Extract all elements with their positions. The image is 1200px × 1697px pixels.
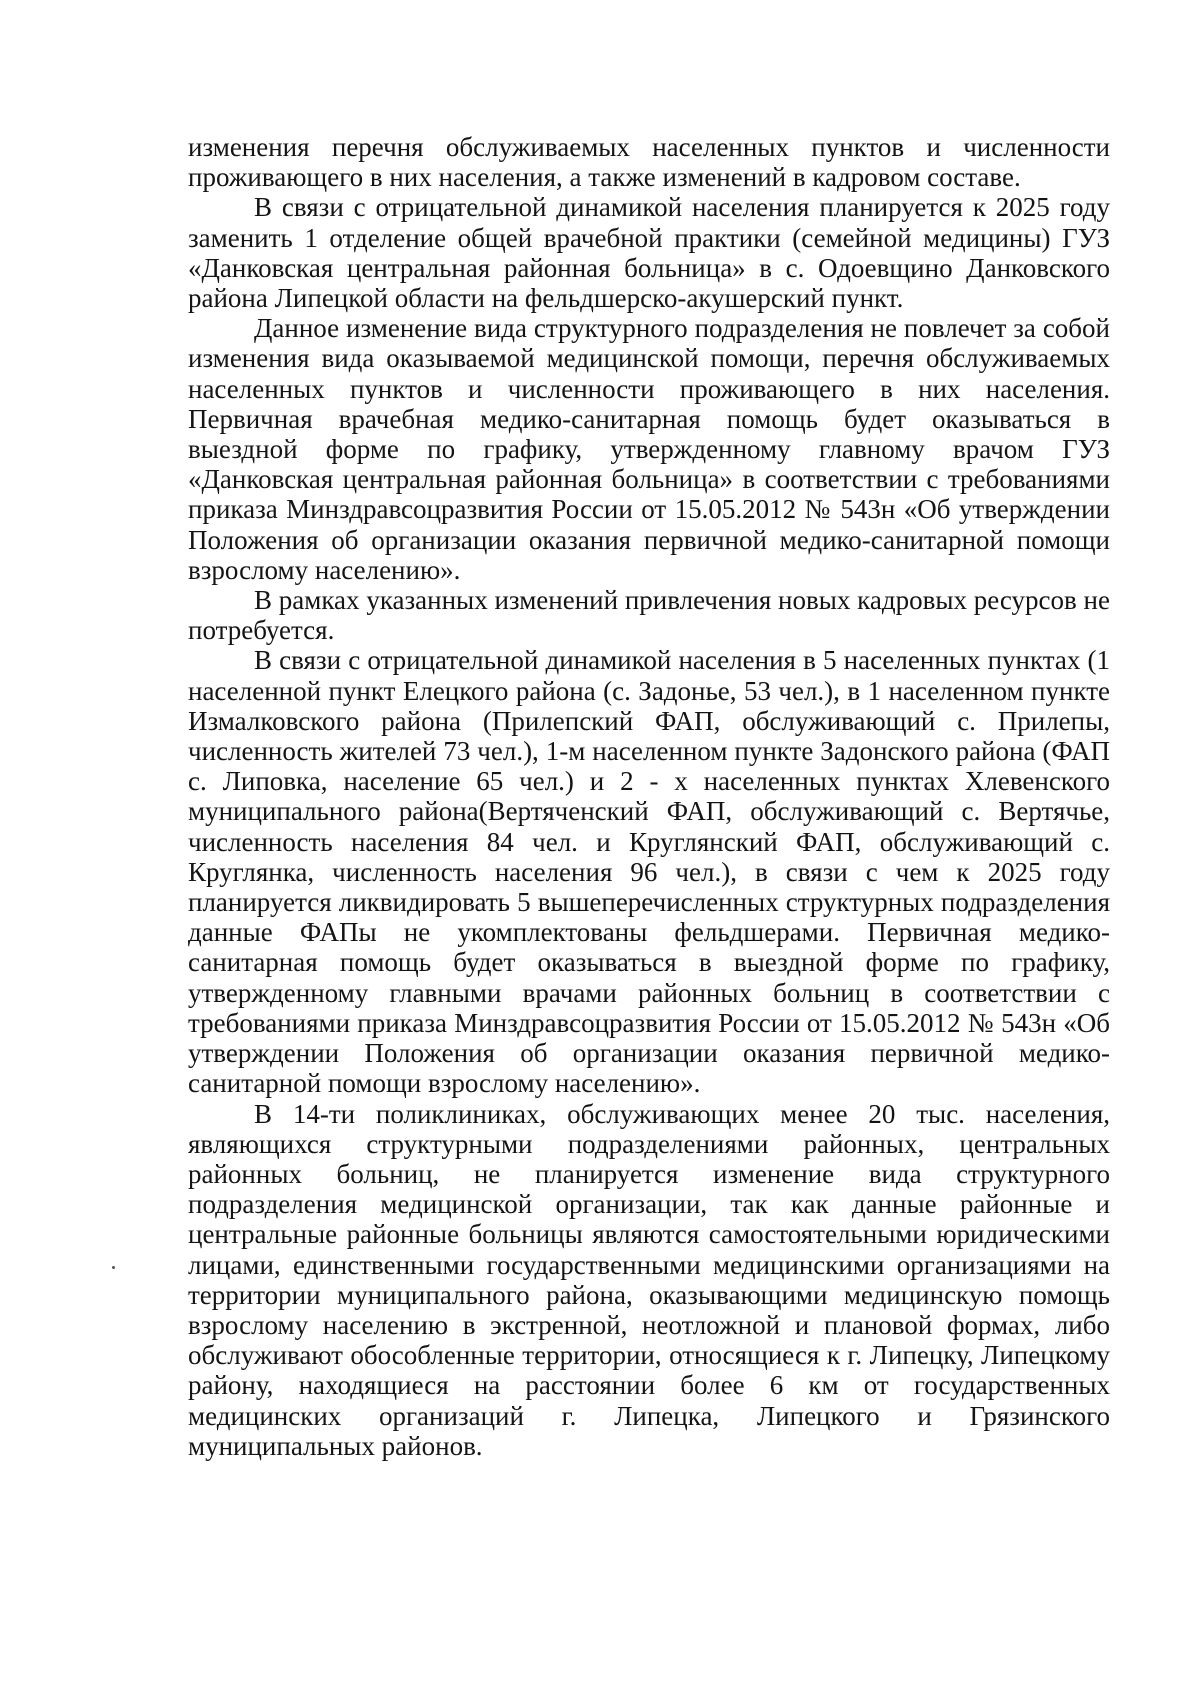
paragraph-structure-change: Данное изменение вида структурного подразделения не повлечет за собой изменения вида оказываемой медицинской помощи, перечня обслуживаемых населенных пунктов и численности проживающего в них населения. Первичная врачебная медико-санитарная помощь будет оказываться в выездной форме по графику, утвержденному главному врачом ГУЗ «Данковская центральная районная больница» в соответствии с требованиями приказа Минздравсоцразвития России от 15.05.2012 № 543н «Об утверждении Положения об организации оказания первичной медико-санитарной помощи взрослому населению». [188, 313, 1110, 585]
scan-speck [112, 1266, 115, 1269]
paragraph-polyclinics: В 14-ти поликлиниках, обслуживающих менее 20 тыс. населения, являющихся структурными подразделениями районных, центральных районных больниц, не планируется изменение вида структурного подразделения медицинской организации, так как данные районные и центральные районные больницы являются самостоятельными юридическими лицами, единственными государственными медицинскими организациями на территории муниципального района, оказывающими медицинскую помощь взрослому населению в экстренной, неотложной и плановой формах, либо обслуживают обособленные территории, относящиеся к г. Липецку, Липецкому району, находящиеся на расстоянии более 6 км от государственных медицинских организаций г. Липецка, Липецкого и Грязинского муниципальных районов. [188, 1098, 1110, 1461]
document-body [188, 132, 1110, 1461]
paragraph-ofp-replacement: В связи с отрицательной динамикой населения планируется к 2025 году заменить 1 отделение общей врачебной практики (семейной медицины) ГУЗ «Данковская центральная районная больница» в с. Одоевщино Данковского района Липецкой области на фельдшерско-акушерский пункт. [188, 192, 1110, 314]
paragraph-staff-resources: В рамках указанных изменений привлечения новых кадровых ресурсов не потребуется. [188, 585, 1110, 646]
paragraph-fap-liquidation: В связи с отрицательной динамикой населения в 5 населенных пунктах (1 населенной пункт Елецкого района (с. Задонье, 53 чел.), в 1 населенном пункте Измалковского района (Прилепский ФАП, обслуживающий с. Прилепы, численность жителей 73 чел.), 1-м населенном пункте Задонского района (ФАП с. Липовка, население 65 чел.) и 2 - х населенных пунктах Хлевенского муниципального района(Вертяченский ФАП, обслуживающий с. Вертячье, численность населения 84 чел. и Круглянский ФАП, обслуживающий с. Круглянка, численность населения 96 чел.), в связи с чем к 2025 году планируется ликвидировать 5 вышеперечисленных структурных подразделения данные ФАПы не укомплектованы фельдшерами. Первичная медико-санитарная помощь будет оказываться в выездной форме по графику, утвержденному главными врачами районных больниц в соответствии с требованиями приказа Минздравсоцразвития России от 15.05.2012 № 543н «Об утверждении Положения об организации оказания первичной медико-санитарной помощи взрослому населению». [188, 645, 1110, 1099]
paragraph-continuation: изменения перечня обслуживаемых населенных пунктов и численности проживающего в них населения, а также изменений в кадровом составе. [188, 132, 1110, 193]
